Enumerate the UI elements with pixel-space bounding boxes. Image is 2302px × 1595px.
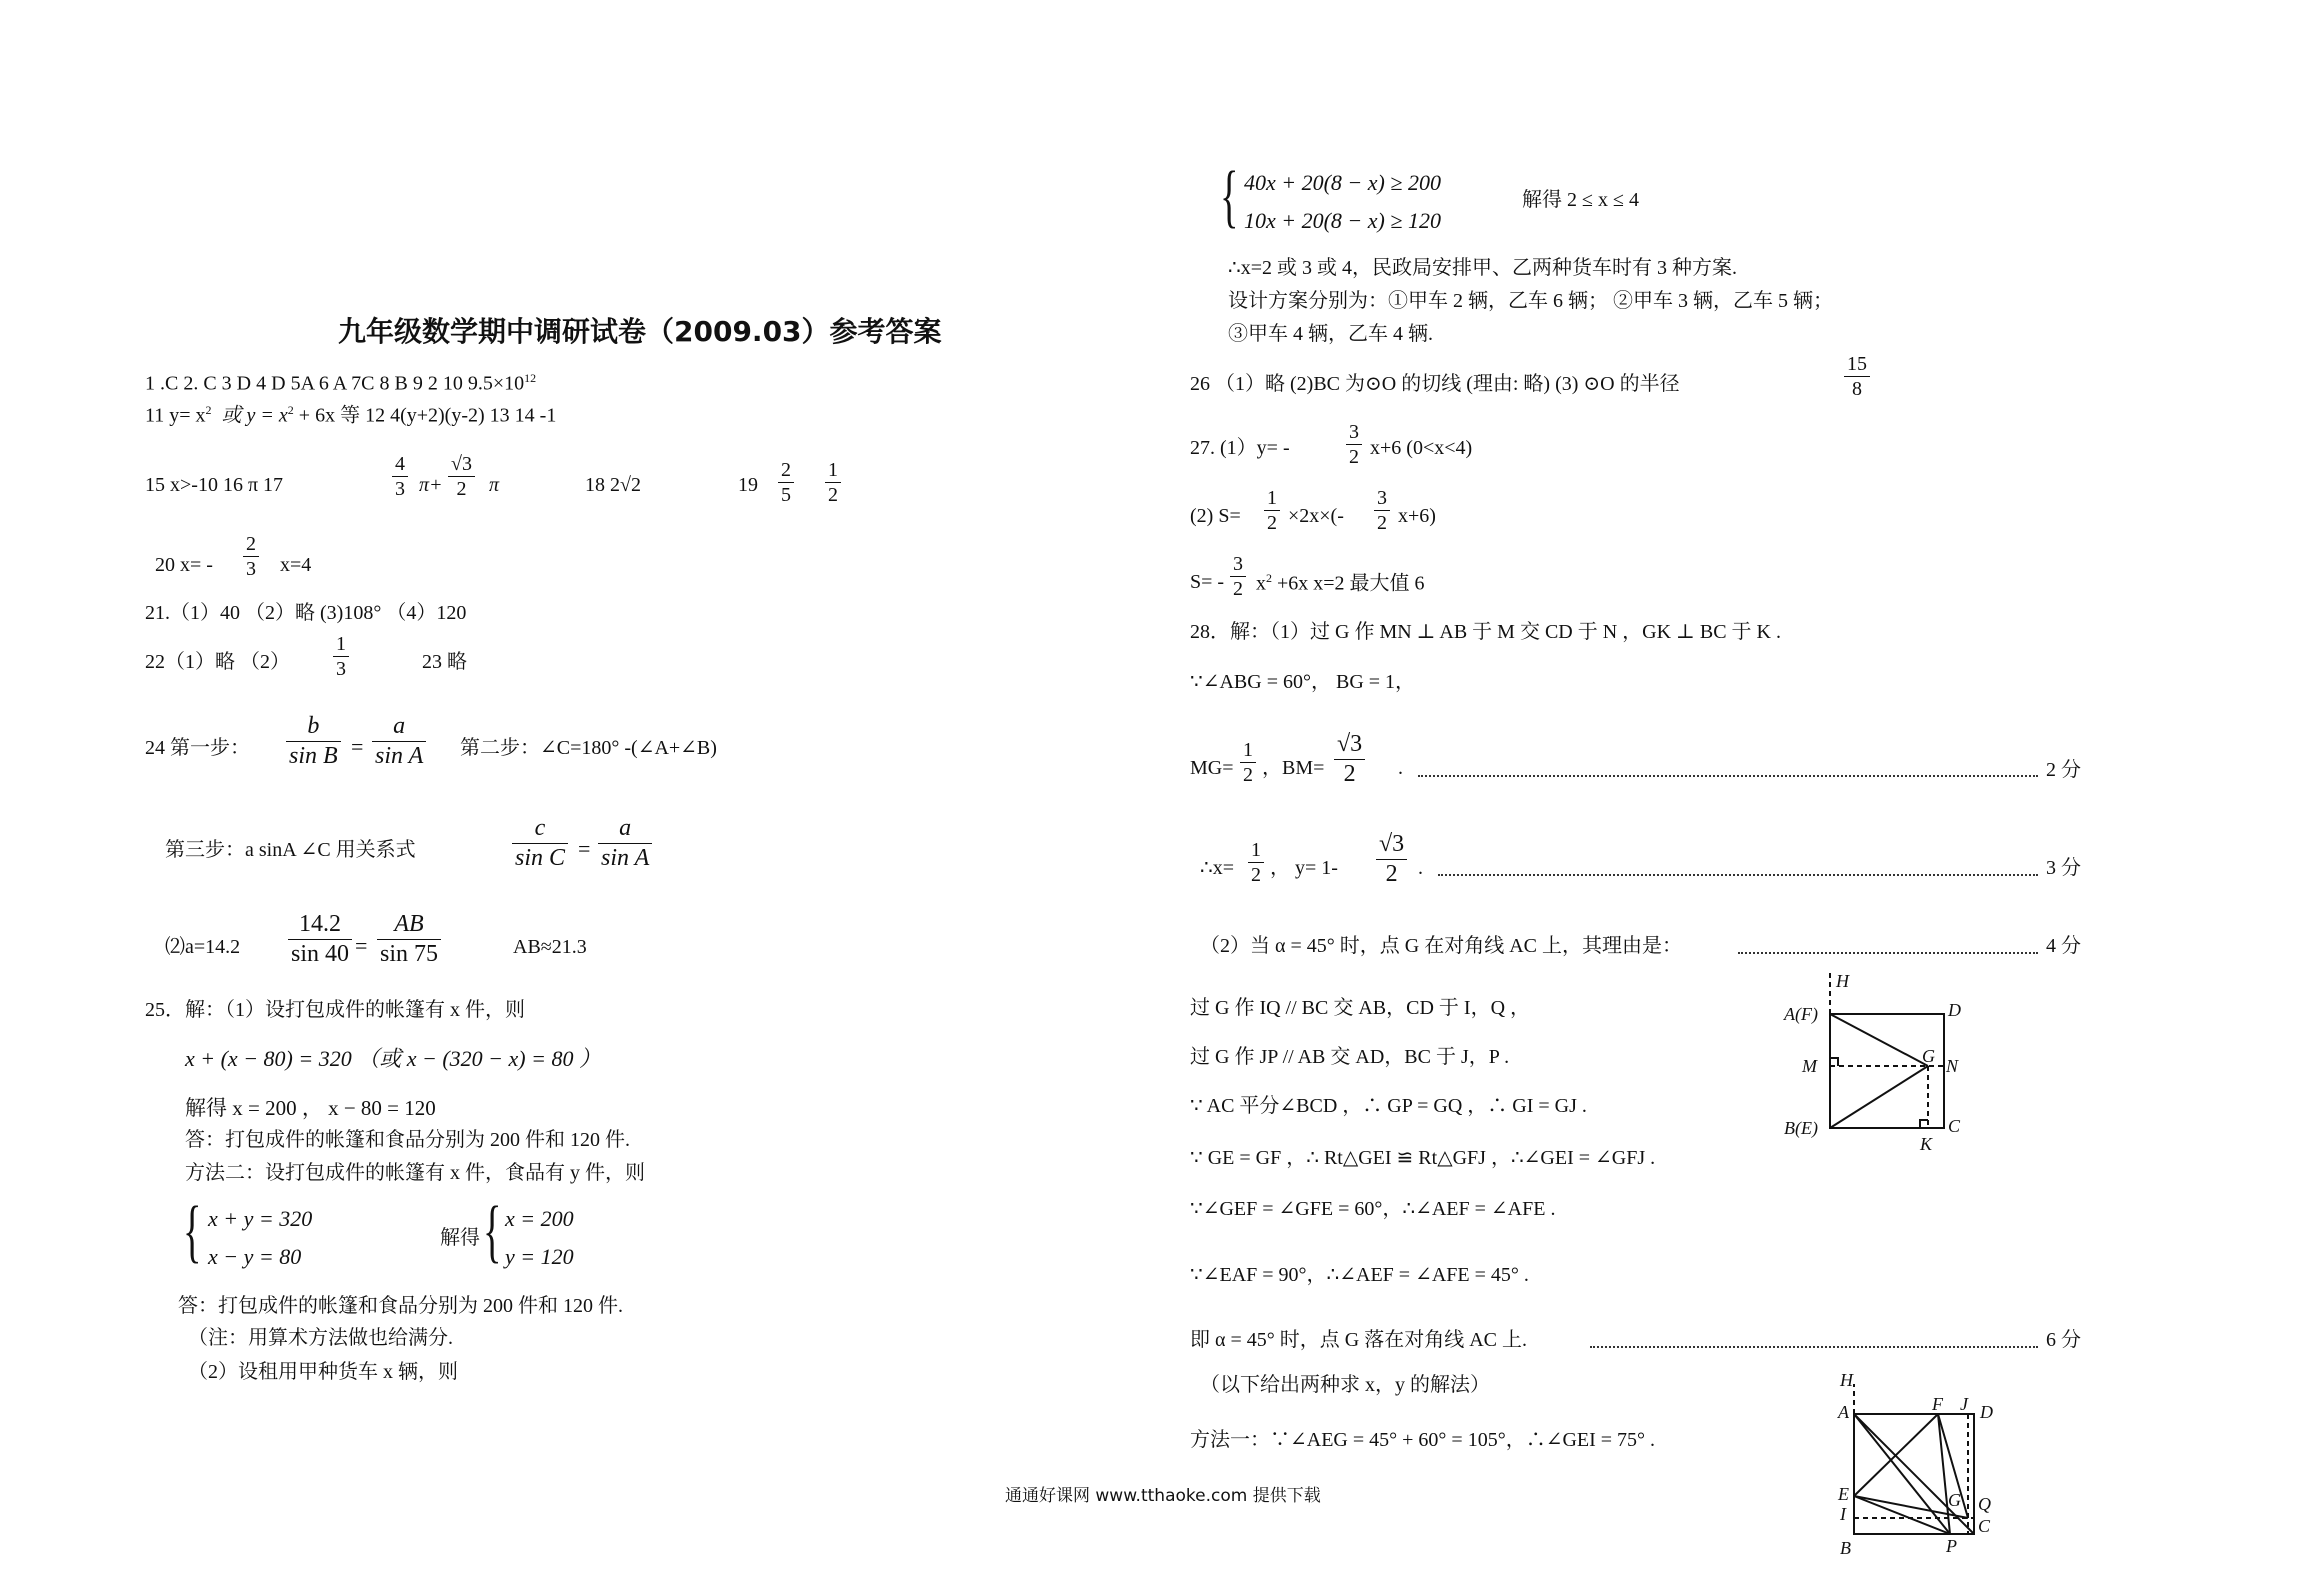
score-4: 4 分 [2046, 935, 2081, 957]
equals-sign: = [355, 933, 368, 958]
label-H: H [1840, 1372, 1853, 1390]
label-G: G [1948, 1490, 1961, 1510]
score-3: 3 分 [2046, 857, 2081, 879]
solution-x: x = 200 [505, 1206, 574, 1231]
numerator: 1 [1240, 738, 1256, 763]
numerator: a [372, 712, 426, 742]
answers-15-17: 15 x>-10 16 π 17 [145, 474, 284, 496]
answer-24-result: AB≈21.3 [513, 936, 587, 958]
fraction-1-2 [1264, 486, 1280, 535]
answer-23: 23 略 [422, 651, 467, 673]
answer-19-label: 19 [738, 474, 758, 496]
answer-28-intro: 28．解：（1）过 G 作 MN ⊥ AB 于 M 交 CD 于 N ，GK ⊥ BC 于 K . [1190, 621, 1781, 643]
label-D: D [1980, 1402, 1993, 1422]
answer-27-2-c: x+6) [1398, 505, 1436, 527]
numerator: 2 [778, 458, 794, 483]
answer-28-given: ∵∠ABG = 60°， BG = 1， [1190, 671, 1416, 693]
dotted-leader [1738, 952, 2038, 954]
denominator: sin 40 [291, 940, 350, 967]
label-H: H [1836, 971, 1849, 991]
answer-21: 21.（1）40 （2）略 (3)108° （4）120 [145, 602, 467, 624]
denominator: sin B [289, 742, 338, 769]
label-BE: B(E) [1784, 1118, 1818, 1138]
label-P: P [1946, 1536, 1957, 1556]
denominator: 8 [1852, 378, 1862, 400]
answer-25-answer-2: 答：打包成件的帐篷和食品分别为 200 件和 120 件. [178, 1295, 623, 1317]
fraction-c-sinC [512, 814, 568, 873]
denominator: 2 [828, 484, 838, 506]
label-N: N [1946, 1056, 1959, 1076]
answer-25-solution: 解得 x = 200 ， x − 80 = 120 [185, 1096, 436, 1120]
label-E: E [1838, 1484, 1849, 1504]
denominator: sin A [375, 742, 424, 769]
plans-count: ∴x=2 或 3 或 4，民政局安排甲、乙两种货车时有 3 种方案. [1228, 257, 1738, 279]
fraction-sqrt3-2 [1376, 830, 1407, 889]
answer-24-part2: ⑵a=14.2 [165, 936, 241, 958]
denominator: 3 [336, 658, 346, 680]
numerator: c [512, 814, 568, 844]
fraction-1-2 [1240, 738, 1256, 787]
denominator: sin 75 [380, 940, 439, 967]
score-2: 2 分 [2046, 759, 2081, 781]
proof-line-3: ∵ AC 平分∠BCD ，∴ GP = GQ ，∴ GI = GJ . [1190, 1095, 1587, 1117]
denominator: 5 [781, 484, 791, 506]
dotted-leader [1590, 1346, 2038, 1348]
left-brace: { [1220, 158, 1239, 235]
answer-28-part2: （2）当 α = 45° 时，点 G 在对角线 AC 上，其理由是： [1200, 935, 1682, 957]
fraction-3-2 [1346, 420, 1362, 469]
fraction-b-sinB [286, 712, 341, 771]
numerator: √3 [1376, 830, 1407, 860]
fraction-a-sinA-2 [598, 814, 652, 873]
numerator: b [286, 712, 341, 742]
score-6: 6 分 [2046, 1329, 2081, 1351]
label-AF: A(F) [1784, 1004, 1818, 1024]
label-K: K [1920, 1134, 1933, 1154]
exponent: 2 [1266, 571, 1272, 585]
denominator: 2 [1233, 578, 1243, 600]
method-intro: （以下给出两种求 x，y 的解法） [1200, 1374, 1490, 1396]
denominator: 2 [456, 478, 467, 500]
answers-11-14 [145, 404, 556, 426]
inequality-1: 40x + 20(8 − x) ≥ 200 [1244, 170, 1441, 195]
denominator: 2 [1251, 864, 1261, 886]
numerator: AB [377, 910, 441, 940]
answer-24-step1: 24 第一步： [145, 737, 250, 759]
numerator: 3 [1230, 552, 1246, 577]
label-D: D [1948, 1000, 1961, 1020]
geometry-figure-1 [1780, 970, 1980, 1160]
answer-11-b: 或 y = x [221, 404, 288, 427]
geometry-figure-2 [1830, 1372, 2000, 1562]
fraction-17a [392, 452, 408, 501]
denominator: 3 [395, 478, 405, 500]
answer-11-14-rest: + 6x 等 12 4(y+2)(y-2) 13 14 -1 [293, 404, 557, 427]
answer-18: 18 2√2 [585, 474, 641, 496]
label-C: C [1978, 1516, 1991, 1536]
period: . [1398, 757, 1403, 779]
fraction-14.2-sin40 [288, 910, 352, 969]
numerator: 3 [1374, 486, 1390, 511]
label-G: G [1922, 1046, 1935, 1066]
label-B: B [1840, 1538, 1851, 1558]
numerator: 1 [1264, 486, 1280, 511]
denominator: 2 [1343, 760, 1356, 787]
numerator: 14.2 [288, 910, 352, 940]
fraction-sqrt3-2 [1334, 730, 1365, 789]
proof-line-1: 过 G 作 IQ // BC 交 AB，CD 于 I，Q ， [1190, 997, 1531, 1019]
numerator: 1 [1248, 838, 1264, 863]
answer-28-x: ∴x= [1200, 857, 1235, 879]
denominator: 2 [1243, 764, 1253, 786]
plans-3: ③甲车 4 辆，乙车 4 辆. [1228, 323, 1433, 345]
label-J: J [1960, 1394, 1968, 1414]
fraction-15-8 [1844, 352, 1870, 401]
inequality-solution: 解得 2 ≤ x ≤ 4 [1522, 189, 1639, 211]
fraction-19b [825, 458, 841, 507]
exponent: 2 [205, 403, 212, 417]
answer-27-3-rest: +6x x=2 最大值 6 [1272, 572, 1425, 595]
dotted-leader [1418, 775, 2038, 777]
answers-1-10 [145, 372, 536, 394]
proof-line-6: ∵∠EAF = 90°，∴∠AEF = ∠AFE = 45° . [1190, 1264, 1529, 1286]
solve-label: 解得 [440, 1227, 480, 1249]
pi: π [489, 474, 500, 496]
numerator: 1 [333, 632, 349, 657]
page-footer: 通通好课网 www.tthaoke.com 提供下载 [1005, 1486, 1321, 1506]
proof-line-5: ∵∠GEF = ∠GFE = 60°，∴∠AEF = ∠AFE . [1190, 1198, 1556, 1220]
inequality-2: 10x + 20(8 − x) ≥ 120 [1244, 208, 1441, 233]
answer-28-y: ， y= 1- [1270, 857, 1338, 879]
exponent: 12 [524, 371, 537, 385]
solution-y: y = 120 [505, 1244, 574, 1269]
fraction-AB-sin75 [377, 910, 441, 969]
answer-25-part2: （2）设租用甲种货车 x 辆，则 [188, 1361, 458, 1383]
label-Q: Q [1978, 1494, 1991, 1514]
numerator: 1 [825, 458, 841, 483]
numerator: 3 [1346, 420, 1362, 445]
label-F: F [1932, 1394, 1943, 1414]
dotted-leader [1438, 874, 2038, 876]
answer-25-method2: 方法二：设打包成件的帐篷有 x 件，食品有 y 件，则 [185, 1162, 645, 1184]
answer-25-answer: 答：打包成件的帐篷和食品分别为 200 件和 120 件. [185, 1129, 630, 1151]
equals-sign: = [578, 836, 591, 861]
system-eq-1: x + y = 320 [208, 1206, 313, 1231]
answer-22: 22（1）略 （2） [145, 651, 290, 673]
fraction-19a [778, 458, 794, 507]
answer-25-equation: x + (x − 80) = 320 （或 x − (320 − x) = 80 ） [185, 1046, 601, 1071]
fraction-3-2 [1230, 552, 1246, 601]
left-brace: { [483, 1193, 502, 1270]
answer-25-intro: 25．解：（1）设打包成件的帐篷有 x 件，则 [145, 999, 525, 1021]
answer-27-2-a: (2) S= [1190, 505, 1241, 527]
variable-x: x [1256, 572, 1266, 595]
denominator: sin C [515, 844, 566, 871]
period: . [1418, 857, 1423, 879]
method-1: 方法一：∵∠AEG = 45° + 60° = 105°，∴∠GEI = 75° . [1190, 1429, 1656, 1451]
fraction-1-2 [1248, 838, 1264, 887]
pi-plus: π+ [419, 474, 443, 496]
answer-27-1-a: 27. (1）y= - [1190, 437, 1290, 459]
answer-11-a: 11 y= x [145, 404, 206, 427]
denominator: sin A [601, 844, 650, 871]
numerator: √3 [1334, 730, 1365, 760]
label-M: M [1802, 1056, 1817, 1076]
proof-conclusion: 即 α = 45° 时，点 G 落在对角线 AC 上. [1190, 1329, 1527, 1351]
denominator: 2 [1377, 512, 1387, 534]
numerator: a [598, 814, 652, 844]
exponent: 2 [287, 403, 294, 417]
answer-20-a: 20 x= - [155, 554, 213, 576]
proof-line-4: ∵ GE = GF ，∴ Rt△GEI ≌ Rt△GFJ ，∴∠GEI = ∠GFJ . [1190, 1147, 1656, 1169]
label-C: C [1948, 1116, 1961, 1136]
fraction-3-2 [1374, 486, 1390, 535]
proof-line-2: 过 G 作 JP // AB 交 AD，BC 于 J，P . [1190, 1046, 1510, 1068]
answer-26: 26 （1）略 (2)BC 为⊙O 的切线 (理由: 略) (3) ⊙O 的半径 [1190, 373, 1680, 395]
answer-20-b: x=4 [280, 554, 312, 576]
denominator: 2 [1349, 446, 1359, 468]
denominator: 2 [1267, 512, 1277, 534]
answer-27-2-b: ×2x×(- [1288, 505, 1344, 527]
fraction-a-sinA [372, 712, 426, 771]
answer-24-step3: 第三步：a sinA ∠C 用关系式 [165, 839, 416, 861]
answer-28-bm: ，BM= [1262, 757, 1325, 779]
fraction-22 [333, 632, 349, 681]
denominator: 3 [246, 558, 256, 580]
answer-24-step2: 第二步：∠C=180° -(∠A+∠B) [460, 737, 717, 759]
left-brace: { [183, 1193, 202, 1270]
denominator: 2 [1385, 860, 1398, 887]
numerator: 2 [243, 532, 259, 557]
numerator: 4 [392, 452, 408, 477]
label-I: I [1840, 1504, 1846, 1524]
answers-1-10-text: 1 .C 2. C 3 D 4 D 5A 6 A 7C 8 B 9 2 10 9.5×10 [145, 372, 525, 395]
plans-1-2: 设计方案分别为：①甲车 2 辆，乙车 6 辆； ②甲车 3 辆，乙车 5 辆； [1228, 290, 1833, 312]
answer-27-1-b: x+6 (0<x<4) [1370, 437, 1473, 459]
answer-27-3-a: S= - [1190, 571, 1225, 593]
fraction-17b [448, 452, 475, 501]
equals-sign: = [351, 734, 364, 759]
fraction-20 [243, 532, 259, 581]
answer-27-3-b [1256, 572, 1425, 594]
numerator: 15 [1844, 352, 1870, 377]
system-eq-2: x − y = 80 [208, 1244, 302, 1269]
label-A: A [1838, 1402, 1849, 1422]
answer-28-mg: MG= [1190, 757, 1234, 779]
page-title: 九年级数学期中调研试卷（2009.03）参考答案 [338, 315, 942, 348]
answer-25-note: （注：用算术方法做也给满分. [188, 1327, 453, 1349]
numerator: √3 [448, 452, 475, 477]
